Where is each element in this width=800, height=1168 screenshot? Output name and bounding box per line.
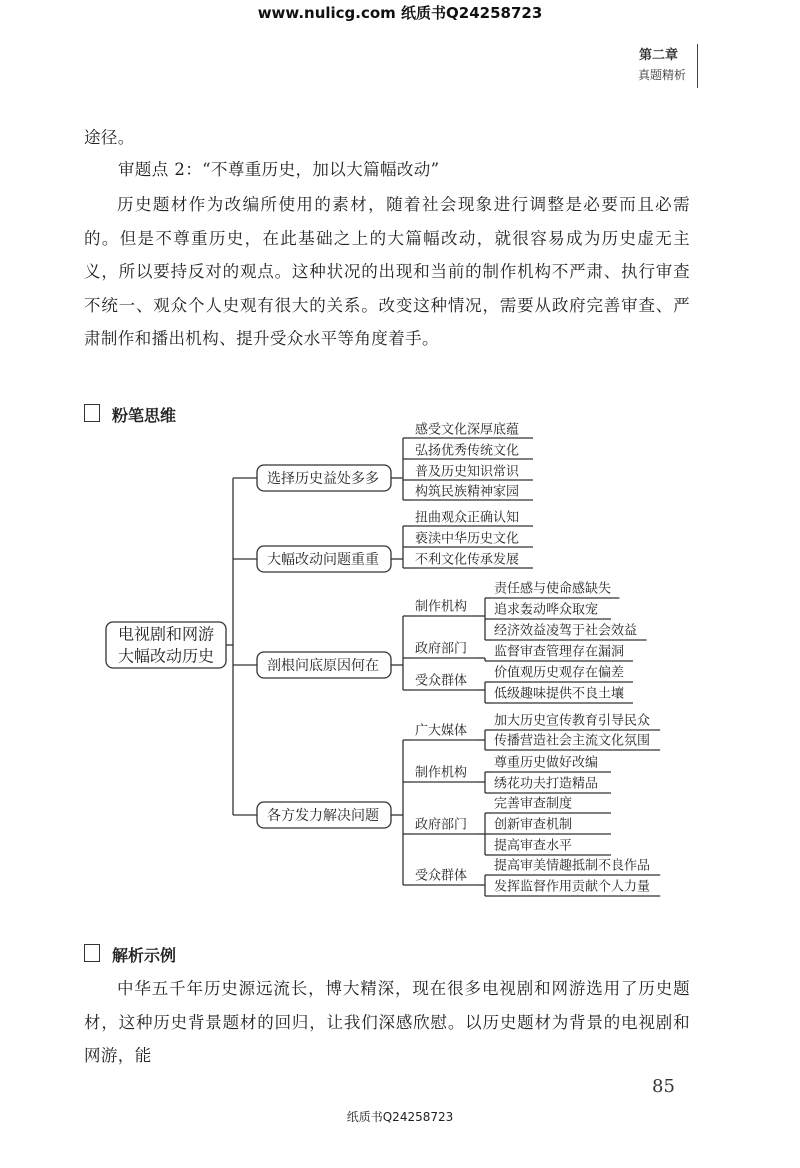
mindmap-leaf: 价值观历史观存在偏差 — [494, 665, 625, 681]
mindmap-root-line-2: 大幅改动历史 — [117, 646, 215, 666]
mindmap-group-label: 制作机构 — [415, 599, 468, 615]
mindmap-leaf: 创新审查机制 — [494, 817, 573, 833]
mindmap-leaf: 加大历史宣传教育引导民众 — [494, 713, 651, 729]
mindmap-group-label: 制作机构 — [415, 765, 468, 781]
mindmap-leaf: 低级趣味提供不良土壤 — [494, 686, 625, 702]
mindmap-branch-label: 各方发力解决问题 — [267, 808, 379, 824]
mindmap-leaf: 亵渎中华历史文化 — [415, 531, 520, 547]
mindmap-leaf: 不利文化传承发展 — [415, 552, 520, 568]
analysis-section-title: 解析示例 — [112, 946, 177, 965]
mindmap-leaf: 感受文化深厚底蕴 — [415, 422, 520, 438]
mindmap-section-title: 粉笔思维 — [112, 406, 177, 425]
mindmap-leaf: 提高审美情趣抵制不良作品 — [494, 858, 651, 874]
mindmap-leaf: 完善审查制度 — [494, 796, 573, 812]
intro-text: 途径。 — [84, 128, 135, 147]
mindmap-root-line-1: 电视剧和网游 — [117, 624, 215, 644]
mindmap-leaf: 普及历史知识常识 — [415, 464, 520, 480]
mindmap-leaf: 经济效益凌驾于社会效益 — [494, 623, 638, 639]
top-watermark: www.nulicg.com 纸质书Q24258723 — [257, 4, 543, 22]
page-number: 85 — [652, 1076, 675, 1097]
mindmap-group-label: 广大媒体 — [415, 723, 468, 739]
mindmap-group-label: 政府部门 — [415, 817, 468, 833]
paragraph-2: 中华五千年历史源远流长，博大精深，现在很多电视剧和网游选用了历史题材，这种历史背景题材的回归，让我们深感欣慰。以历史题材为背景的电视剧和网游，能 — [84, 979, 690, 1065]
chapter-subtitle: 真题精析 — [637, 68, 686, 82]
chapter-title: 第二章 — [638, 48, 678, 63]
mindmap-nodes — [106, 422, 650, 895]
mindmap-leaf: 构筑民族精神家园 — [415, 484, 520, 500]
mindmap-leaf: 弘扬优秀传统文化 — [415, 443, 520, 459]
mindmap-leaf: 提高审查水平 — [494, 838, 573, 854]
paragraph-1: 历史题材作为改编所使用的素材，随着社会现象进行调整是必要而且必需的。但是不尊重历史，在此基础之上的大篇幅改动，就很容易成为历史虚无主义，所以要持反对的观点。这种状况的出现和当前的制作机构不严肃、执行审查不统一、观众个人史观有很大的关系。改变这种情况，需要从政府完善审查、严肃制作和播出机构、提升受众水平等角度着手。 — [84, 195, 690, 348]
mindmap-leaf: 绣花功夫打造精品 — [494, 776, 599, 792]
point-2-label: 审题点 2：“不尊重历史，加以大篇幅改动” — [118, 160, 440, 179]
mindmap-leaf: 扭曲观众正确认知 — [415, 510, 520, 526]
mindmap-leaf: 监督审查管理存在漏洞 — [494, 644, 625, 660]
mindmap-group-label: 受众群体 — [415, 673, 468, 689]
mindmap-group-label: 政府部门 — [415, 641, 468, 657]
mindmap-leaf: 责任感与使命感缺失 — [494, 581, 612, 597]
mindmap-leaf: 尊重历史做好改编 — [494, 755, 599, 771]
mindmap-group-label: 受众群体 — [415, 868, 468, 884]
mindmap-branch-label: 大幅改动问题重重 — [267, 552, 379, 568]
mindmap-leaf: 发挥监督作用贡献个人力量 — [494, 879, 651, 895]
analysis-section-icon — [84, 944, 100, 962]
mindmap-branch-label: 剖根问底原因何在 — [267, 658, 379, 674]
bottom-watermark: 纸质书Q24258723 — [346, 1110, 454, 1124]
mindmap-leaf: 传播营造社会主流文化氛围 — [494, 733, 651, 749]
mindmap-branch-label: 选择历史益处多多 — [267, 471, 379, 487]
mindmap-leaf: 追求轰动哗众取宠 — [494, 602, 599, 618]
